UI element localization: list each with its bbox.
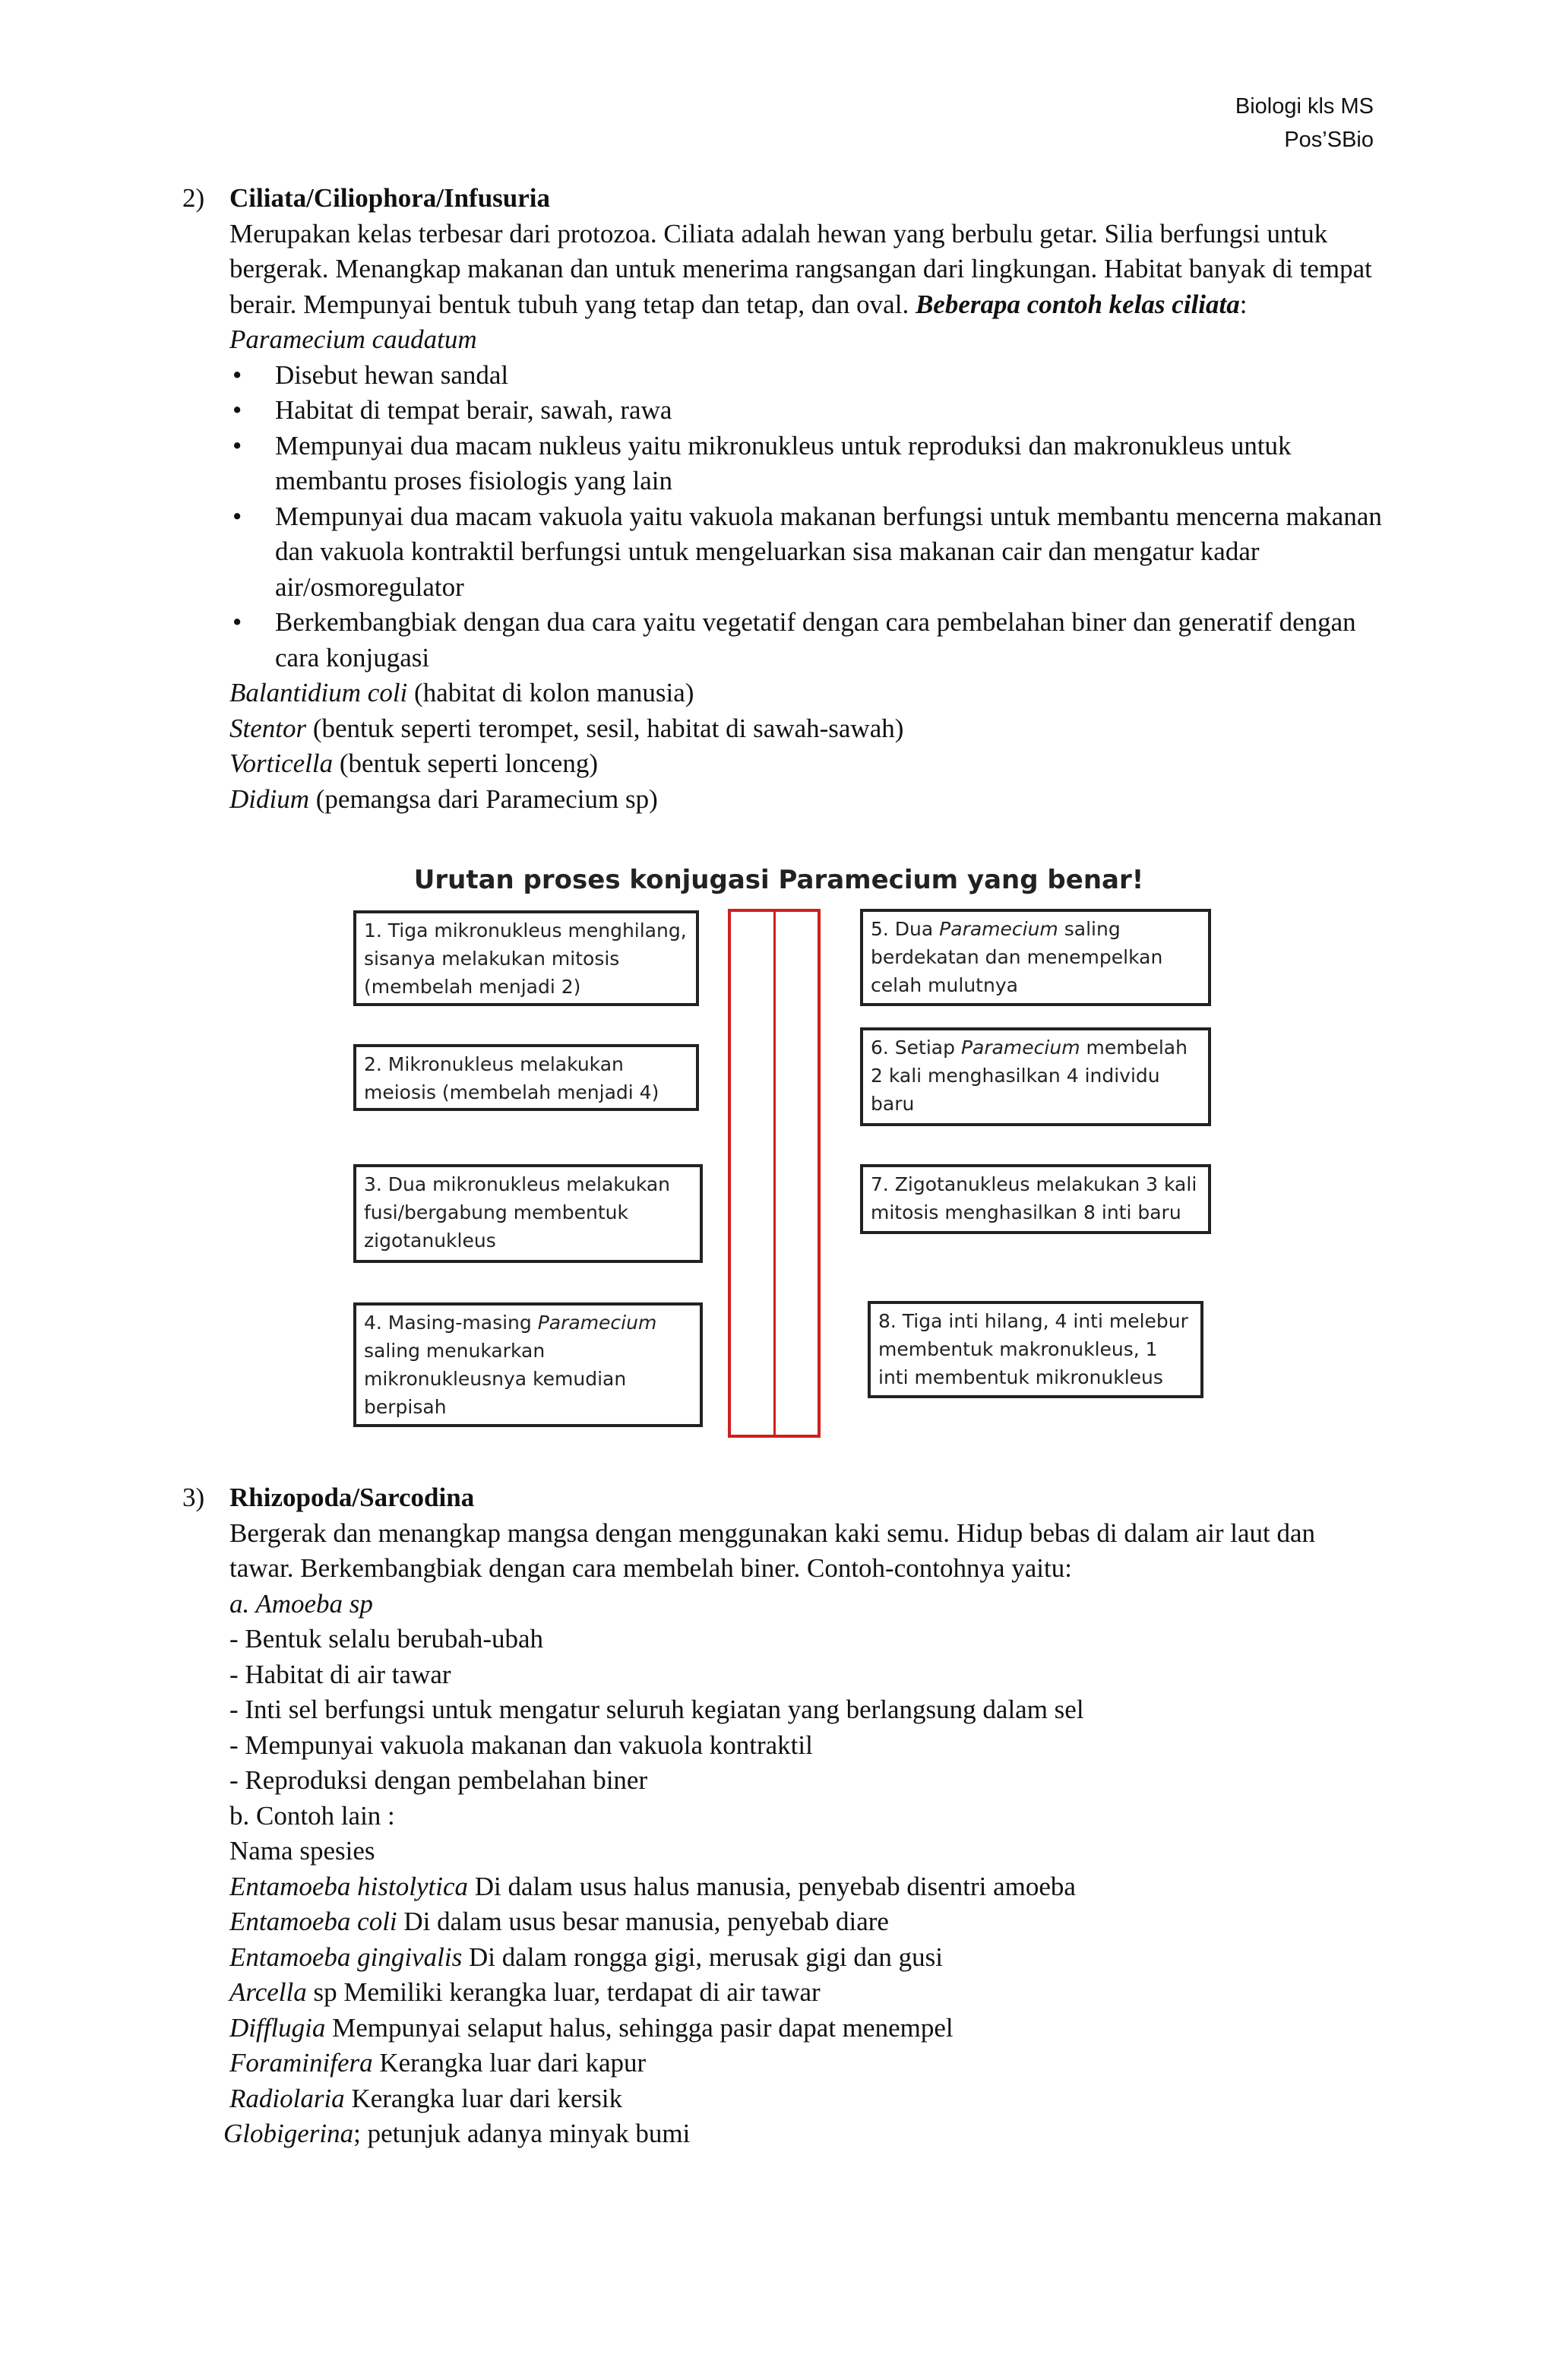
other-species: Balantidium coli (habitat di kolon manusia): [229, 678, 694, 707]
bullet-icon: •: [232, 359, 242, 390]
amoeba-point: - Mempunyai vakuola makanan dan vakuola kontraktil: [229, 1730, 813, 1760]
bullet-icon: •: [232, 395, 242, 425]
amoeba-point: - Bentuk selalu berubah-ubah: [229, 1624, 544, 1654]
bullet-list: [229, 358, 1383, 676]
section-rhizopoda: [182, 1480, 1383, 2152]
bullet-icon: •: [232, 430, 242, 460]
list-item: • Disebut hewan sandal: [229, 358, 1383, 394]
conjugation-figure: [334, 857, 1223, 1442]
step-box-1: 1. Tiga mikronukleus menghilang, sisanya melakukan mitosis (membelah menjadi 2): [353, 910, 699, 1006]
species-main: Paramecium caudatum: [229, 324, 477, 354]
step-box-2: 2. Mikronukleus melakukan meiosis (membelah menjadi 4): [353, 1044, 699, 1111]
step-box-4: 4. Masing-masing Paramecium saling menukarkan mikronukleusnya kemudian berpisah: [353, 1302, 703, 1427]
header-line-2: Pos’SBio: [1284, 128, 1374, 152]
section-number: 3): [182, 1483, 205, 1512]
step-box-5: 5. Dua Paramecium saling berdekatan dan menempelkan celah mulutnya: [860, 909, 1211, 1006]
species-row: Entamoeba coli Di dalam usus besar manusia, penyebab diare: [229, 1907, 889, 1936]
species-row: Entamoeba histolytica Di dalam usus halus manusia, penyebab disentri amoeba: [229, 1871, 1076, 1901]
section-title: Ciliata/Ciliophora/Infusuria: [229, 183, 551, 213]
amoeba-point: - Habitat di air tawar: [229, 1659, 451, 1689]
species-row: Globigerina; petunjuk adanya minyak bumi: [223, 2119, 691, 2148]
species-row: Difflugia Mempunyai selaput halus, sehingga pasir dapat menempel: [229, 2012, 954, 2043]
section-ciliata: [182, 181, 1383, 817]
examples-label: Beberapa contoh kelas ciliata: [915, 289, 1240, 319]
bullet-icon: •: [232, 607, 242, 637]
list-item: • Mempunyai dua macam nukleus yaitu mikronukleus untuk reproduksi dan makronukleus untuk membantu proses fisiologis yang lain: [229, 429, 1383, 499]
step-box-3: 3. Dua mikronukleus melakukan fusi/bergabung membentuk zigotanukleus: [353, 1164, 703, 1263]
amoeba-point: - Reproduksi dengan pembelahan biner: [229, 1765, 648, 1795]
section-number: 2): [182, 183, 205, 213]
other-species: Stentor (bentuk seperti terompet, sesil, habitat di sawah-sawah): [229, 713, 904, 743]
other-species: Vorticella (bentuk seperti lonceng): [229, 748, 598, 778]
species-row: Foraminifera Kerangka luar dari kapur: [229, 2048, 647, 2078]
species-label: Nama spesies: [229, 1836, 375, 1866]
step-box-7: 7. Zigotanukleus melakukan 3 kali mitosis menghasilkan 8 inti baru: [860, 1164, 1211, 1234]
step-box-8: 8. Tiga inti hilang, 4 inti melebur membentuk makronukleus, 1 inti membentuk mikronukleus: [868, 1301, 1203, 1398]
species-row: Radiolaria Kerangka luar dari kersik: [229, 2083, 623, 2113]
amoeba-point: - Inti sel berfungsi untuk mengatur seluruh kegiatan yang berlangsung dalam sel: [229, 1695, 1084, 1724]
section-intro: Bergerak dan menangkap mangsa dengan menggunakan kaki semu. Hidup bebas di dalam air laut dan tawar. Berkembangbiak dengan cara membelah biner. Contoh-contohnya yaitu:: [229, 1518, 1316, 1583]
bullet-icon: •: [232, 501, 242, 531]
amoeba-title: a. Amoeba sp: [229, 1588, 373, 1619]
list-item: • Berkembangbiak dengan dua cara yaitu vegetatif dengan cara pembelahan biner dan generatif dengan cara konjugasi: [229, 605, 1383, 676]
step-box-6: 6. Setiap Paramecium membelah 2 kali menghasilkan 4 individu baru: [860, 1027, 1211, 1126]
list-item: • Mempunyai dua macam vakuola yaitu vakuola makanan berfungsi untuk membantu mencerna makanan dan vakuola kontraktil berfungsi untuk mengeluarkan sisa makanan cair dan mengatur kadar air/osmoregulator: [229, 499, 1383, 606]
section-title: Rhizopoda/Sarcodina: [229, 1483, 475, 1512]
section-intro: Merupakan kelas terbesar dari protozoa. Ciliata adalah hewan yang berbulu getar. Silia berfungsi untuk bergerak. Menangkap makanan dan untuk menerima rangsangan dari lingkungan. Habitat banyak di tempat berair. Mempunyai bentuk tubuh yang tetap dan tetap, dan oval. Beberapa contoh kelas ciliata:: [229, 218, 1372, 319]
species-row: Entamoeba gingivalis Di dalam rongga gigi, merusak gigi dan gusi: [229, 1942, 944, 1972]
answer-column-divider: [773, 909, 776, 1438]
other-species: Didium (pemangsa dari Paramecium sp): [229, 783, 658, 814]
other-examples-title: b. Contoh lain :: [229, 1800, 395, 1831]
figure-title: Urutan proses konjugasi Paramecium yang benar!: [413, 865, 1144, 895]
list-item: • Habitat di tempat berair, sawah, rawa: [229, 393, 1383, 429]
species-row: Arcella sp Memiliki kerangka luar, terdapat di air tawar: [229, 1977, 821, 2007]
header-line-1: Biologi kls MS: [1235, 94, 1374, 119]
